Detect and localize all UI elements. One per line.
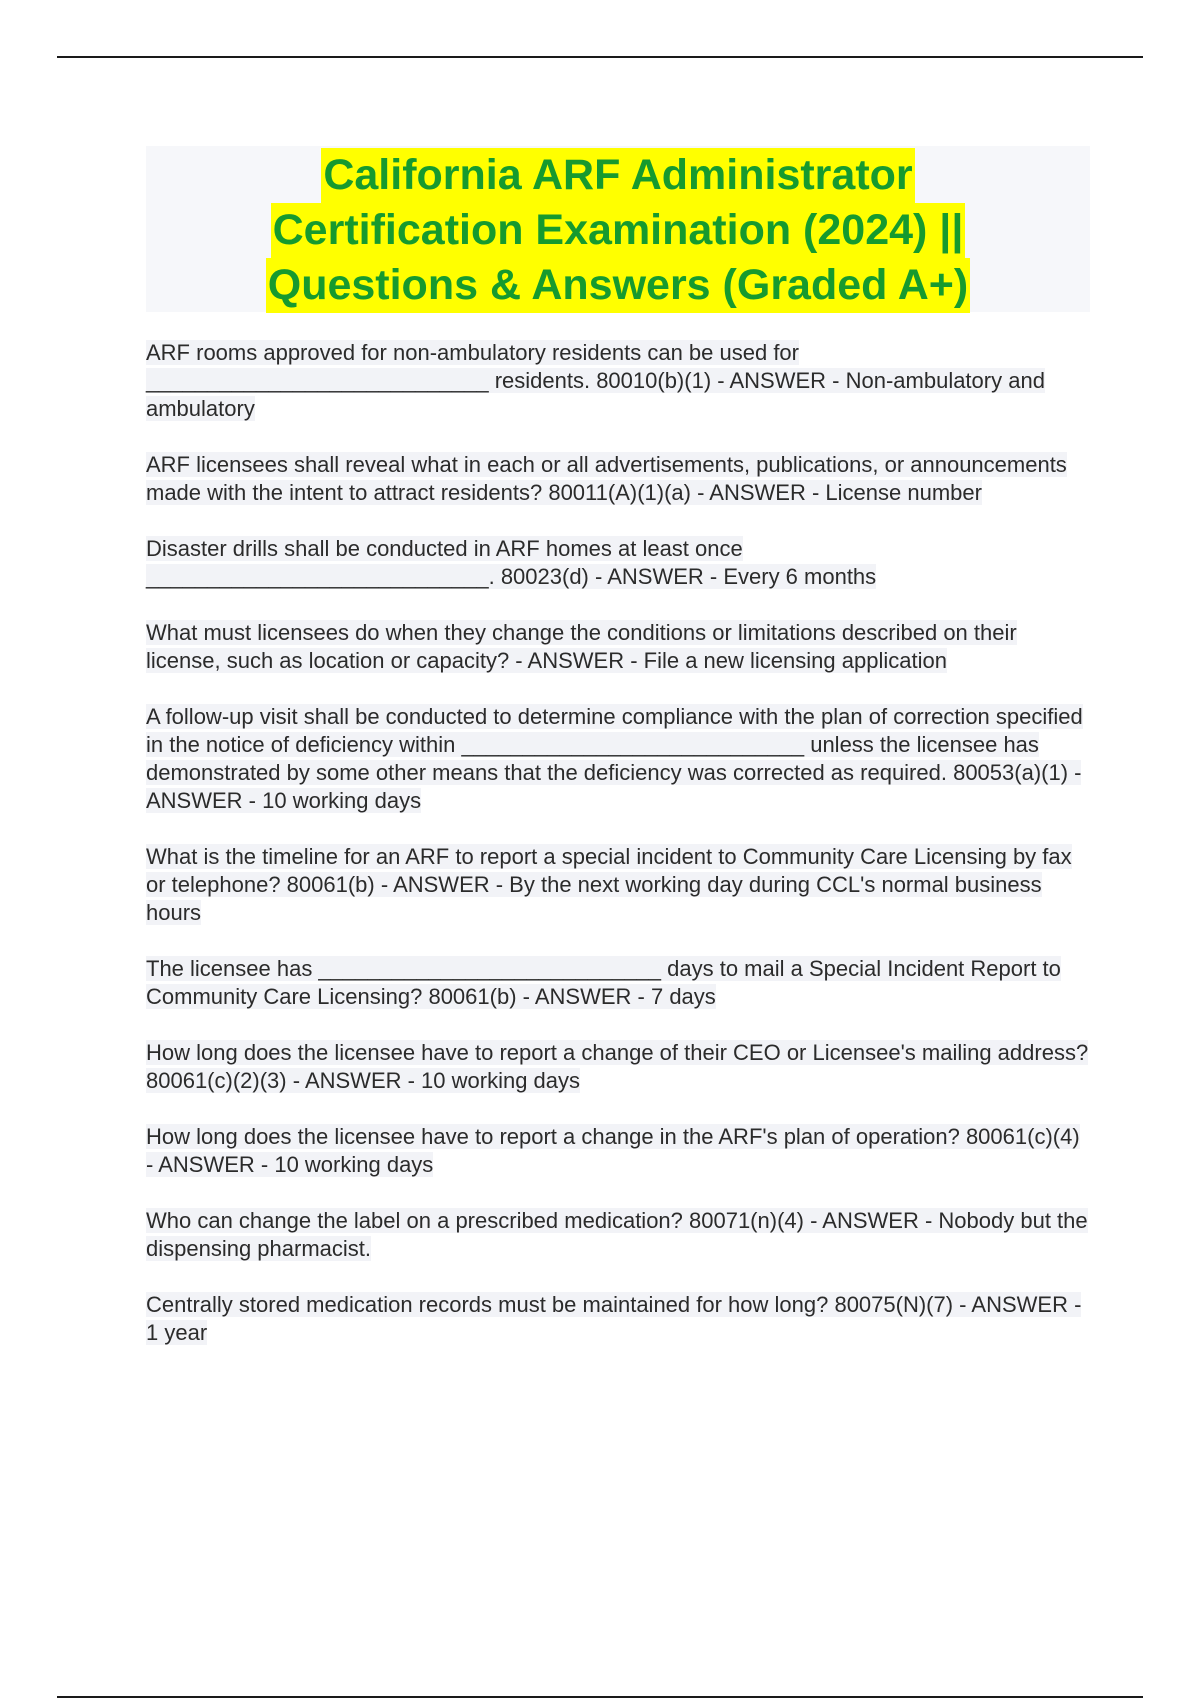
- qa-text: The licensee has ____________________________ days to mail a Special Incident Report to Community Care Licensing? 80061(b) - ANSWER - 7 days: [146, 956, 1061, 1009]
- qa-item: [146, 619, 1090, 675]
- qa-item: [146, 955, 1090, 1011]
- qa-text: Centrally stored medication records must be maintained for how long? 80075(N)(7) - ANSWER - 1 year: [146, 1292, 1082, 1345]
- qa-text: Who can change the label on a prescribed medication? 80071(n)(4) - ANSWER - Nobody but the dispensing pharmacist.: [146, 1208, 1088, 1261]
- qa-item: [146, 843, 1090, 927]
- qa-item: [146, 1039, 1090, 1095]
- qa-text: What must licensees do when they change the conditions or limitations described on their license, such as location or capacity? - ANSWER - File a new licensing application: [146, 620, 1017, 673]
- qa-item: [146, 1207, 1090, 1263]
- qa-item: [146, 535, 1090, 591]
- bottom-rule: [57, 1696, 1143, 1698]
- qa-item: [146, 339, 1090, 423]
- qa-text: What is the timeline for an ARF to report a special incident to Community Care Licensing by fax or telephone? 80061(b) - ANSWER - By the next working day during CCL's normal business hours: [146, 844, 1072, 925]
- qa-text: ARF rooms approved for non-ambulatory residents can be used for ____________________________ residents. 80010(b)(1) - ANSWER - Non-ambulatory and ambulatory: [146, 340, 1045, 421]
- qa-item: [146, 1291, 1090, 1347]
- qa-text: How long does the licensee have to report a change of their CEO or Licensee's mailing address? 80061(c)(2)(3) - ANSWER - 10 working days: [146, 1040, 1089, 1093]
- qa-text: Disaster drills shall be conducted in ARF homes at least once ____________________________. 80023(d) - ANSWER - Every 6 months: [146, 536, 877, 589]
- qa-list: [146, 339, 1090, 1375]
- qa-text: A follow-up visit shall be conducted to determine compliance with the plan of correction specified in the notice of deficiency within ____________________________ unless the licensee has demonstrated by some other means that the deficiency was corrected as required. 80053(a)(1) - ANSWER - 10 working days: [146, 704, 1083, 813]
- qa-text: ARF licensees shall reveal what in each or all advertisements, publications, or announcements made with the intent to attract residents? 80011(A)(1)(a) - ANSWER - License number: [146, 452, 1067, 505]
- qa-item: [146, 1123, 1090, 1179]
- title-line-2: Certification Examination (2024) ||: [271, 203, 966, 258]
- qa-item: [146, 451, 1090, 507]
- title-line-1: California ARF Administrator: [321, 148, 914, 203]
- title-line-3: Questions & Answers (Graded A+): [266, 258, 971, 313]
- document-title: [146, 146, 1090, 312]
- qa-item: [146, 703, 1090, 815]
- top-rule: [57, 56, 1143, 58]
- qa-text: How long does the licensee have to report a change in the ARF's plan of operation? 80061(c)(4) - ANSWER - 10 working days: [146, 1124, 1080, 1177]
